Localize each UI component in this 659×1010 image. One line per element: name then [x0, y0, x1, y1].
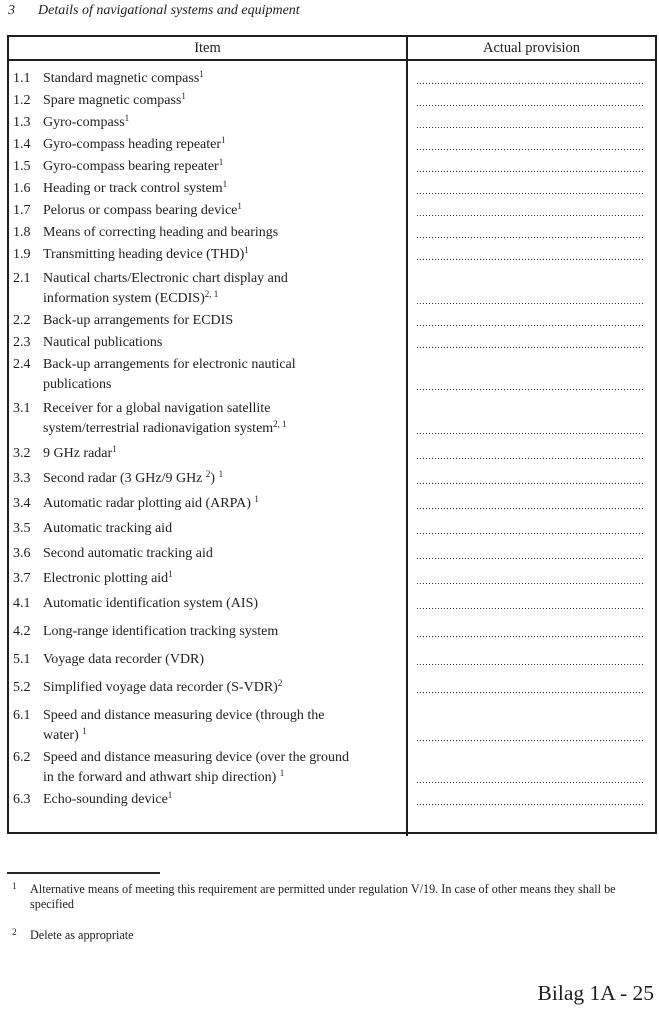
item-cell: [9, 569, 408, 589]
item-number: 6.2: [13, 750, 31, 765]
table-row: [9, 69, 655, 89]
item-cell: [9, 494, 408, 514]
footnote-2: [8, 928, 648, 943]
table-row: [9, 399, 655, 439]
item-number: 5.2: [13, 680, 31, 695]
item-label: Long-range identification tracking system: [43, 624, 279, 639]
table-row: [9, 201, 655, 221]
item-cell: [9, 650, 408, 670]
footnote-reference: 1: [218, 469, 224, 479]
provision-cell: [408, 179, 655, 199]
provision-cell: [408, 113, 655, 133]
item-number: 1.6: [13, 181, 31, 196]
item-label: Automatic identification system (AIS): [43, 596, 259, 611]
footnote-divider: [7, 872, 160, 874]
provision-dotted-line: [417, 432, 644, 434]
item-cell: [9, 333, 408, 353]
item-number: 5.1: [13, 652, 31, 667]
provision-dotted-line: [417, 635, 644, 637]
item-number: 1.2: [13, 93, 31, 108]
item-number: 3.3: [13, 471, 31, 486]
provision-dotted-line: [417, 104, 644, 106]
item-cell: [9, 748, 408, 788]
footnote-1-text: Alternative means of meeting this requirement are permitted under regulation V/19. In case of other means they shall be specified: [30, 882, 616, 911]
section-heading: [8, 2, 300, 20]
footnote-reference: 1: [167, 790, 173, 800]
item-label: Nautical publications: [43, 335, 163, 350]
table-row: [9, 706, 655, 746]
item-number: 3.4: [13, 496, 31, 511]
item-cell: [9, 544, 408, 564]
item-label: Receiver for a global navigation satellite system/terrestrial radionavigation system$^{2, 1}$: [43, 401, 287, 436]
provision-dotted-line: [417, 302, 644, 304]
section-number: 3: [8, 3, 15, 18]
item-label: Automatic tracking aid: [43, 521, 173, 536]
table-row: [9, 135, 655, 155]
provision-dotted-line: [417, 691, 644, 693]
item-cell: [9, 223, 408, 243]
item-cell: [9, 179, 408, 199]
footnote-reference: 1: [221, 135, 226, 145]
item-number: 2.3: [13, 335, 31, 350]
item-cell: [9, 269, 408, 309]
table-row: [9, 179, 655, 199]
item-number: 1.7: [13, 203, 31, 218]
table-row: [9, 594, 655, 614]
item-label: Nautical charts/Electronic chart display and information system (ECDIS)$^{2, 1}$: [43, 271, 288, 306]
footnote-reference: 1: [112, 444, 117, 454]
provision-cell: [408, 494, 655, 514]
footnote-reference: 1: [222, 179, 228, 189]
table-row: [9, 748, 655, 788]
provision-cell: [408, 544, 655, 564]
item-cell: [9, 399, 408, 439]
item-number: 1.8: [13, 225, 31, 240]
item-label: Voyage data recorder (VDR): [43, 652, 205, 667]
item-label: Second radar (3 GHz/9 GHz $^2$) $^1$: [43, 469, 224, 486]
footnote-reference: 1: [237, 201, 242, 211]
provision-dotted-line: [417, 739, 644, 741]
item-cell: [9, 622, 408, 642]
provision-dotted-line: [417, 457, 644, 459]
provision-cell: [408, 157, 655, 177]
table-row: [9, 245, 655, 265]
footnote-reference: 1: [82, 726, 87, 736]
provision-dotted-line: [417, 482, 644, 484]
item-number: 3.5: [13, 521, 31, 536]
provision-dotted-line: [417, 214, 644, 216]
table-row: [9, 91, 655, 111]
footnote-reference: 2: [205, 469, 211, 479]
item-label: Speed and distance measuring device (over the ground in the forward and athwart ship direction) $^1$: [43, 750, 349, 785]
provision-dotted-line: [417, 126, 644, 128]
item-cell: [9, 245, 408, 265]
footnote-reference: 1: [218, 157, 224, 167]
table-row: [9, 355, 655, 395]
provision-dotted-line: [417, 192, 644, 194]
item-number: 4.1: [13, 596, 31, 611]
provision-cell: [408, 355, 655, 395]
section-title: Details of navigational systems and equipment: [38, 3, 300, 18]
provision-dotted-line: [417, 346, 644, 348]
provision-dotted-line: [417, 663, 644, 665]
equipment-table: [7, 35, 657, 834]
footnote-reference: 2, 1: [204, 289, 219, 299]
table-row: [9, 223, 655, 243]
item-cell: [9, 135, 408, 155]
provision-dotted-line: [417, 236, 644, 238]
provision-cell: [408, 519, 655, 539]
item-label: Means of correcting heading and bearings: [43, 225, 279, 240]
footnote-reference: 1: [124, 113, 130, 123]
table-row: [9, 269, 655, 309]
item-label: Back-up arrangements for electronic nautical publications: [43, 357, 296, 392]
provision-cell: [408, 650, 655, 670]
provision-dotted-line: [417, 781, 644, 783]
table-row: [9, 469, 655, 489]
table-row: [9, 333, 655, 353]
provision-cell: [408, 678, 655, 698]
provision-dotted-line: [417, 170, 644, 172]
item-label: Gyro-compass heading repeater$^1$: [43, 135, 226, 152]
item-label: Back-up arrangements for ECDIS: [43, 313, 234, 328]
provision-cell: [408, 201, 655, 221]
item-cell: [9, 469, 408, 489]
item-cell: [9, 444, 408, 464]
item-number: 6.1: [13, 708, 31, 723]
footnote-2-text: Delete as appropriate: [30, 928, 134, 942]
table-row: [9, 678, 655, 698]
provision-cell: [408, 790, 655, 810]
table-body: [9, 61, 655, 836]
provision-cell: [408, 91, 655, 111]
provision-cell: [408, 311, 655, 331]
column-header-item: Item: [9, 37, 408, 59]
item-label: Speed and distance measuring device (through the water) $^1$: [43, 708, 325, 743]
table-row: [9, 569, 655, 589]
footnote-reference: 1: [244, 245, 249, 255]
item-label: Transmitting heading device (THD)$^1$: [43, 245, 249, 262]
item-number: 3.1: [13, 401, 31, 416]
provision-cell: [408, 135, 655, 155]
footnote-1-marker: 1: [12, 882, 17, 892]
table-row: [9, 311, 655, 331]
item-cell: [9, 706, 408, 746]
item-cell: [9, 519, 408, 539]
provision-cell: [408, 569, 655, 589]
provision-cell: [408, 223, 655, 243]
provision-cell: [408, 748, 655, 788]
provision-cell: [408, 706, 655, 746]
item-number: 1.9: [13, 247, 31, 262]
column-header-actual-provision: Actual provision: [482, 39, 581, 56]
footnote-reference: 1: [168, 569, 173, 579]
provision-cell: [408, 469, 655, 489]
table-row: [9, 157, 655, 177]
item-number: 4.2: [13, 624, 31, 639]
item-cell: [9, 594, 408, 614]
provision-cell: [408, 333, 655, 353]
footnote-reference: 1: [254, 494, 259, 504]
item-label: Echo-sounding device$^1$: [43, 790, 173, 807]
item-number: 1.4: [13, 137, 31, 152]
item-number: 1.5: [13, 159, 31, 174]
provision-dotted-line: [417, 582, 644, 584]
table-row: [9, 790, 655, 810]
provision-dotted-line: [417, 532, 644, 534]
footnote-reference: 2: [277, 678, 283, 688]
item-cell: [9, 311, 408, 331]
footnote-reference: 1: [181, 91, 186, 101]
table-row: [9, 519, 655, 539]
footnote-2-marker: 2: [12, 928, 17, 938]
item-cell: [9, 790, 408, 810]
item-label: Electronic plotting aid$^1$: [43, 569, 173, 586]
item-cell: [9, 91, 408, 111]
footnote-1: [8, 882, 648, 911]
item-cell: [9, 69, 408, 89]
item-number: 2.4: [13, 357, 31, 372]
provision-dotted-line: [417, 557, 644, 559]
item-label: Automatic radar plotting aid (ARPA) $^1$: [43, 494, 259, 511]
item-label: Heading or track control system$^1$: [43, 179, 228, 196]
provision-dotted-line: [417, 258, 644, 260]
table-row: [9, 444, 655, 464]
item-number: 1.3: [13, 115, 31, 130]
item-number: 2.2: [13, 313, 31, 328]
item-number: 3.7: [13, 571, 31, 586]
footnote-reference: 2, 1: [273, 419, 287, 429]
table-row: [9, 622, 655, 642]
item-cell: [9, 157, 408, 177]
provision-dotted-line: [417, 507, 644, 509]
table-row: [9, 544, 655, 564]
page-number: Bilag 1A - 25: [537, 981, 654, 1005]
provision-dotted-line: [417, 148, 644, 150]
provision-dotted-line: [417, 388, 644, 390]
table-row: [9, 113, 655, 133]
provision-cell: [408, 399, 655, 439]
item-number: 1.1: [13, 71, 31, 86]
provision-dotted-line: [417, 324, 644, 326]
item-label: Pelorus or compass bearing device$^1$: [43, 201, 242, 218]
item-label: Spare magnetic compass$^1$: [43, 91, 186, 108]
item-label: Simplified voyage data recorder $(S-VDR)^2$: [43, 678, 283, 695]
table-row: [9, 650, 655, 670]
footnote-reference: 1: [279, 768, 285, 778]
provision-cell: [408, 69, 655, 89]
table-row: [9, 494, 655, 514]
item-label: Standard magnetic compass$^1$: [43, 69, 204, 86]
footnote-reference: 1: [199, 69, 204, 79]
provision-dotted-line: [417, 803, 644, 805]
table-header: [9, 37, 655, 61]
provision-cell: [408, 269, 655, 309]
item-cell: [9, 113, 408, 133]
provision-cell: [408, 444, 655, 464]
item-cell: [9, 355, 408, 395]
provision-dotted-line: [417, 82, 644, 84]
provision-dotted-line: [417, 607, 644, 609]
item-label: 9 GHz radar$^1$: [43, 444, 117, 461]
item-label: Gyro-compass bearing repeater$^1$: [43, 157, 224, 174]
provision-cell: [408, 594, 655, 614]
provision-cell: [408, 245, 655, 265]
item-number: 2.1: [13, 271, 31, 286]
item-cell: [9, 201, 408, 221]
item-label: Second automatic tracking aid: [43, 546, 213, 561]
item-cell: [9, 678, 408, 698]
provision-cell: [408, 622, 655, 642]
item-number: 3.2: [13, 446, 31, 461]
item-number: 3.6: [13, 546, 31, 561]
item-number: 6.3: [13, 792, 31, 807]
item-label: Gyro-compass$^1$: [43, 113, 130, 130]
